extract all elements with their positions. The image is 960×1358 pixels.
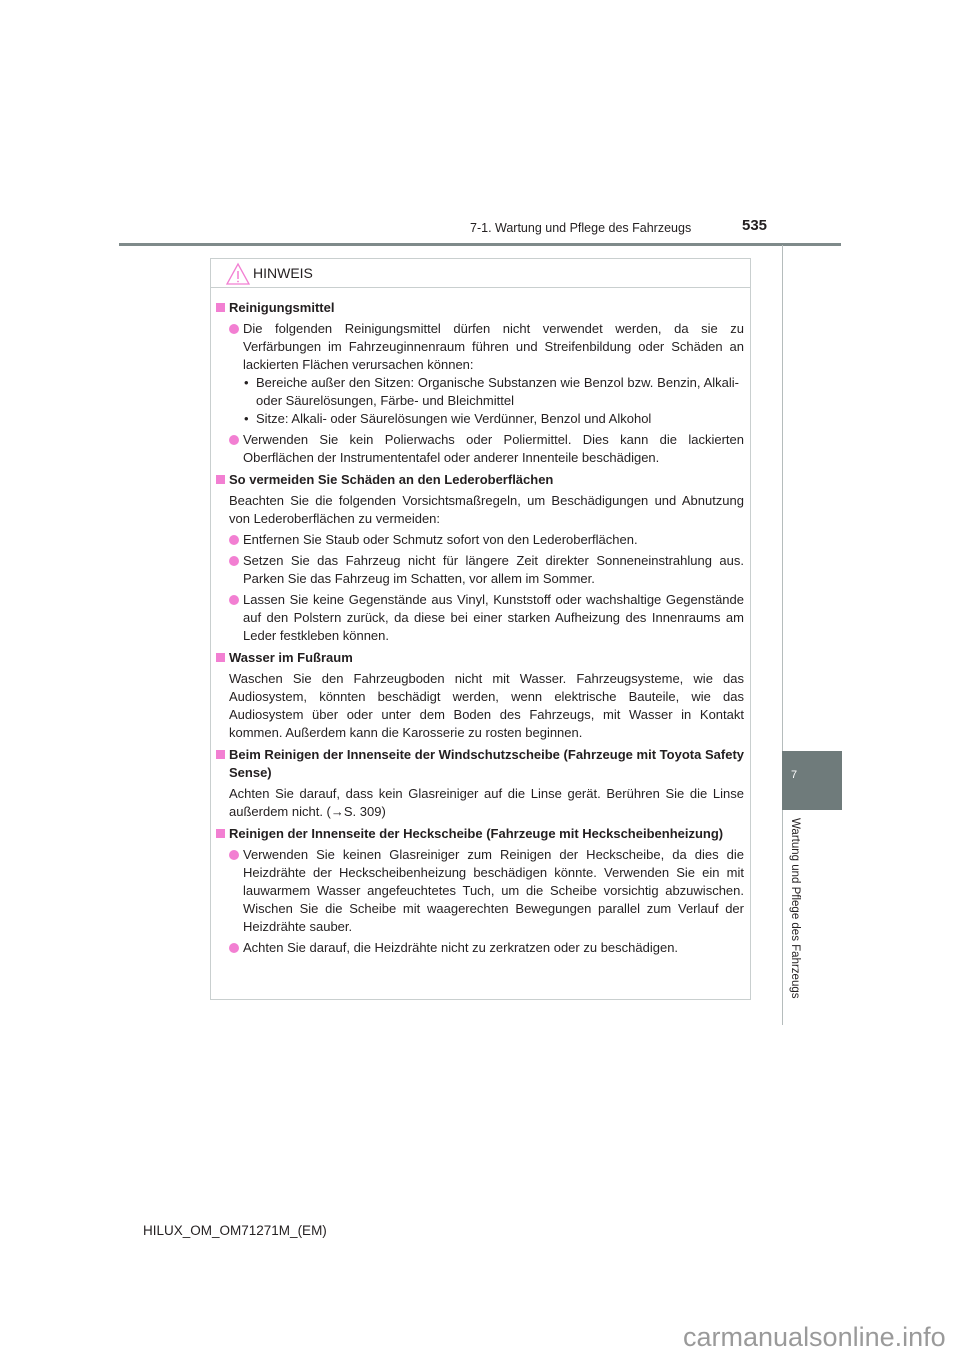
header-divider <box>119 243 841 246</box>
section-heading: So vermeiden Sie Schäden an den Lederoberflächen <box>216 471 744 489</box>
notice-section <box>216 299 744 467</box>
notice-title: HINWEIS <box>253 265 313 281</box>
document-id: HILUX_OM_OM71271M_(EM) <box>143 1223 327 1238</box>
paragraph: Beachten Sie die folgenden Vorsichtsmaßregeln, um Beschädigungen und Abnutzung von Lederoberflächen zu vermeiden: <box>229 493 744 526</box>
section-heading: Reinigungsmittel <box>216 299 744 317</box>
list-item: Achten Sie darauf, die Heizdrähte nicht zu zerkratzen oder zu beschädigen. <box>216 939 744 957</box>
chapter-tab <box>782 751 842 810</box>
list-item: Lassen Sie keine Gegenstände aus Vinyl, Kunststoff oder wachshaltige Gegenstände auf den Polstern zurück, da diese bei einer starken Aufheizung des Innenraums am Leder festkleben können. <box>216 591 744 645</box>
page-number: 535 <box>742 217 768 234</box>
paragraph: Achten Sie darauf, dass kein Glasreiniger auf die Linse gerät. Berühren Sie die Linse außerdem nicht. (→S. 309) <box>229 786 744 819</box>
notice-box <box>210 258 751 1000</box>
notice-section <box>216 471 744 645</box>
list-item: Verwenden Sie kein Polierwachs oder Poliermittel. Dies kann die lackierten Oberflächen der Instrumententafel oder anderer Innenteile beschädigen. <box>216 431 744 467</box>
chapter-number: 7 <box>791 769 798 781</box>
notice-content <box>216 299 744 961</box>
notice-header <box>211 259 750 288</box>
section-heading: Wasser im Fußraum <box>216 649 744 667</box>
notice-section <box>216 746 744 821</box>
list-item: Setzen Sie das Fahrzeug nicht für längere Zeit direkter Sonneneinstrahlung aus. Parken Sie das Fahrzeug im Schatten, vor allem im Sommer. <box>216 552 744 588</box>
chapter-label: Wartung und Pflege des Fahrzeugs <box>789 818 801 999</box>
section-heading: Reinigen der Innenseite der Heckscheibe (Fahrzeuge mit Heckscheibenheizung) <box>216 825 744 843</box>
notice-section <box>216 649 744 742</box>
notice-section <box>216 825 744 957</box>
paragraph: Waschen Sie den Fahrzeugboden nicht mit Wasser. Fahrzeugsysteme, wie das Audiosystem, könnten beschädigt werden, wenn elektrische Bauteile, wie das Audiosystem über oder unter dem Boden des Fahrzeugs, mit Wasser in Kontakt kommen. Außerdem kann die Karosserie zu rosten beginnen. <box>229 671 744 740</box>
list-item: Verwenden Sie keinen Glasreiniger zum Reinigen der Heckscheibe, da dies die Heizdrähte der Heckscheibenheizung beschädigen könnte. Verwenden Sie ein mit lauwarmem Wasser angefeuchtetes Tuch, um die Scheibe vorsichtig abzuwischen. Wischen Sie die Scheibe mit waagerechten Bewegungen parallel zum Verlauf der Heizdrähte sauber. <box>216 846 744 936</box>
list-item: Die folgenden Reinigungsmittel dürfen nicht verwendet werden, da sie zu Verfärbungen im Fahrzeuginnenraum führen und Streifenbildung oder Schäden an lackierten Flächen verursachen können: <box>216 320 744 374</box>
watermark: carmanualsonline.info <box>683 1322 946 1352</box>
warning-triangle-icon <box>225 262 251 286</box>
section-title: 7-1. Wartung und Pflege des Fahrzeugs <box>470 221 692 235</box>
list-item: • Bereiche außer den Sitzen: Organische Substanzen wie Benzol bzw. Benzin, Alkali- oder Säurelösungen, Färbe- und Bleichmittel <box>216 374 744 410</box>
side-divider <box>782 245 783 1025</box>
section-heading: Beim Reinigen der Innenseite der Windschutzscheibe (Fahrzeuge mit Toyota Safety Sense) <box>216 746 744 782</box>
list-item: • Sitze: Alkali- oder Säurelösungen wie Verdünner, Benzol und Alkohol <box>216 410 744 428</box>
list-item: Entfernen Sie Staub oder Schmutz sofort von den Lederoberflächen. <box>216 531 744 549</box>
